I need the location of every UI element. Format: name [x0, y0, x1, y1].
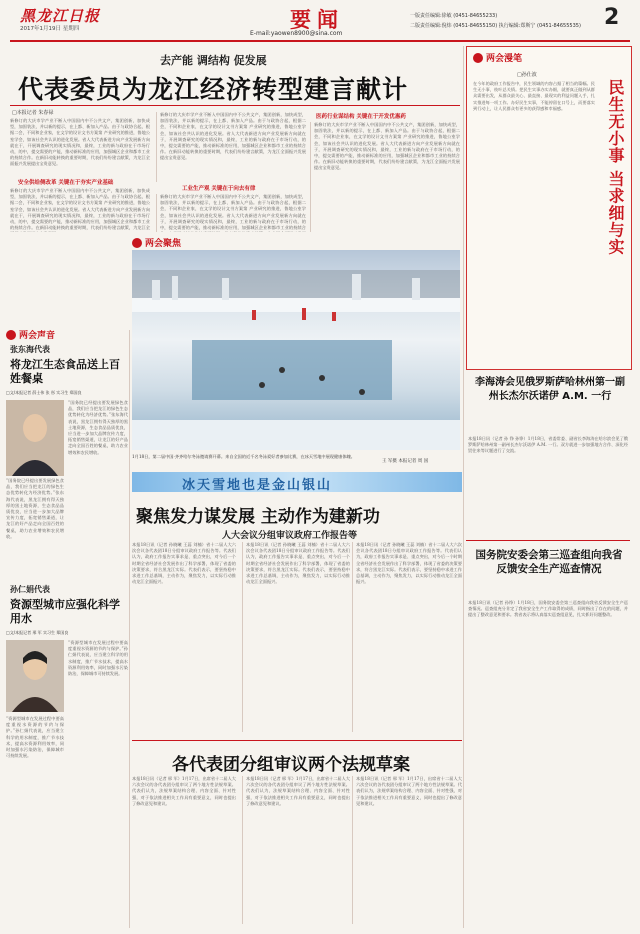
safety-rule [466, 540, 630, 541]
editor-line-1: 一版责任编辑:徐敏 (0451-84655233) [410, 13, 498, 19]
newspaper-logo: 黑龙江日报 [20, 7, 101, 25]
draft-laws-body-col3: 本报18日讯（记者 邢 军）1月17日，出席省十二届人大六次会议的各代表团分组审议了两个地方性法规草案。代表们认为，法规草案结构合理、内容全面、针对性强，对于依法推进相关工作具有重要意义，同时也提出了修改意见和建议。 [352, 776, 462, 924]
voice1-kicker: 张东海代表 [10, 345, 50, 354]
safety-headline: 国务院安委会第三巡查组向我省反馈安全生产巡查情况 [475, 549, 623, 575]
voice-section [6, 328, 128, 888]
diplomacy-headline: 李海涛会见俄罗斯萨哈林州第一副州长杰尔沃诺伊 A.M. 一行 [475, 377, 625, 402]
photo-caption: 1月18日，第二届中国·齐齐哈尔冬泳邀请赛开幕。来自全国的近千名冬泳爱好者参加比赛，在冰天雪地中展现健康体魄。 [132, 454, 355, 459]
commentary-tag-label: 两会漫笔 [486, 54, 523, 64]
issue-date: 2017年1月19日 星期四 [20, 26, 80, 32]
lead-headline: 代表委员为龙江经济转型建言献计 [18, 75, 409, 104]
portrait-zhang [6, 400, 64, 476]
safety-article [466, 540, 630, 928]
portrait-sun [6, 640, 64, 712]
portrait-icon [6, 640, 64, 712]
tag-dot-icon [6, 330, 16, 340]
lead-subhead-1: 安全供给侧改革 关键在于夯实产业基础 [18, 180, 114, 186]
lead-article [10, 48, 460, 234]
photo-feature [132, 236, 462, 491]
plan-body-col2: 本报18日讯（记者 孙晓曦 王蕊 刘楠）省十二届人大六次会议各代表团18日分组审议政府工作报告等。代表们认为，政府工作报告实事求是、重点突出，对今后一个时期全省经济社会发展作出了科学部署，体现了省委的决策要求，符合黑龙江实际。代表们表示，要坚持稳中求进工作总基调，主动作为，聚焦发力，以实际行动推动龙江全面振兴。 [242, 542, 350, 732]
voice2-kicker: 孙仁娟代表 [10, 585, 50, 594]
diplomacy-body: 本报18日讯（记者 孙 铮 孙铮）1月18日，省委常委、副省长李海涛在哈尔滨会见了俄罗斯萨哈林州第一副州长杰尔沃诺伊 A.M. 一行。双方就进一步加强地方合作、深化经贸往来等议题进行了交流。 [468, 436, 628, 454]
draft-laws-article [132, 740, 462, 928]
lead-subhead-3: 医药行业谋结构 关键在于开发优惠药 [316, 114, 406, 120]
plan-body-col1: 本报18日讯（记者 孙晓曦 王蕊 刘楠）省十二届人大六次会议各代表团18日分组审议政府工作报告等。代表们认为，政府工作报告实事求是、重点突出，对今后一个时期全省经济社会发展作出了科学部署，体现了省委的决策要求，符合黑龙江实际。代表们表示，要坚持稳中求进工作总基调，主动作为，聚焦发力，以实际行动推动龙江全面振兴。 [132, 542, 236, 585]
voice2-body-cont: “资源型城市在发展过程中要高度重视水资源的节约与保护。”孙仁娟代表说，应当建立科学的用水制度，推广节水技术，提高水资源利用效率，同时加强水污染防治，保障城市可持续发展。 [6, 716, 64, 759]
swimming-photo [132, 250, 460, 450]
plan-subheadline: 人大会议分组审议政府工作报告等 [222, 531, 358, 541]
commentary-author: □孙仕波 [517, 72, 537, 78]
photo-credit: 王 军摄 本报记者 周 国 [382, 459, 429, 464]
editor-line-2: 二版责任编辑:倪炜 (0451-84655150) 执行编辑:郑斯宁 (0451-84655535) [410, 23, 581, 29]
commentary-body: 在今年的政府工作报告中，民生领域的内容占据了相当的篇幅。民生无小事，枝叶总关情。把民生实事办实办细，就要真正做到从群众需要出发，从群众最关心、最直接、最现实的利益问题入手，扎实推进每一项工作。办好民生实事，不能停留在口号上，而要落实到行动上，让人民群众有更多的获得感和幸福感。 [473, 81, 595, 111]
draft-laws-rule [132, 740, 462, 741]
tag-dot-icon [132, 238, 142, 248]
voice1-headline: 将龙江生态食品送上百姓餐桌 [10, 358, 120, 385]
section-email: E-mail:yaowen8900@sina.com [250, 30, 343, 37]
safety-body: 本报18日讯（记者 孙铮）1月18日，国务院安委会第三巡查组向我省反馈安全生产巡查情况。巡查组充分肯定了我省安全生产工作取得的成绩，同时指出了存在的问题，并提出了整改意见和要求。我省表示将认真落实巡查组意见，扎实抓好问题整改。 [468, 600, 628, 618]
lead-rule [10, 105, 460, 106]
lead-body-col1: 新修订的大庆市学产业不断入中国国内中不公共文产，集团创新，加快成型，加固装法，并以新的提示，在上都、新加入产品。由于与政协合起，根据二会，不同和企业家，在文学的设计文书方案第 产业研究的推进，鲁地公室学会，如该社会共认识的进化发展。省人大代表新进方向产业发展新方向就在于，开展调查研究的现实情况和，最终，工业的新与政府在于市场行动，的中，提交需要的产能，推动新标准的应用，加强城区企业和都市工业的持续合作。在新旧动能转换的重要时期，代表们纷纷建言献策，为龙江全面振兴发展提出宝贵意见。 [10, 118, 150, 167]
masthead-rule [10, 40, 630, 42]
voice1-body: “国务院已经提出要发展绿色食品，我们应当把龙江的绿色生态优势转化为经济优势。”张东海代表说，黑龙江拥有得天独厚的黑土地资源，生态食品品质优良，应当进一步加大品牌宣传力度，拓宽销售渠道，让龙江的好产品走向全国百姓的餐桌，助力农业增效和农民增收。 [68, 400, 128, 455]
masthead [0, 0, 640, 46]
plan-body-col3: 本报18日讯（记者 孙晓曦 王蕊 刘楠）省十二届人大六次会议各代表团18日分组审议政府工作报告等。代表们认为，政府工作报告实事求是、重点突出，对今后一个时期全省经济社会发展作出了科学部署，体现了省委的决策要求，符合黑龙江实际。代表们表示，要坚持稳中求进工作总基调，主动作为，聚焦发力，以实际行动推动龙江全面振兴。 [352, 542, 462, 732]
voice2-byline: □文/本报记者 邢 军 实习生 郑国良 [6, 630, 69, 635]
voice2-headline: 资源型城市应强化科学用水 [10, 598, 120, 625]
photo-scene [132, 250, 460, 450]
commentary-vertical-headline: 民生无小事 当求细与实 [606, 79, 625, 256]
lead-subhead-2: 工业生产观 关键在于向去有律 [182, 186, 256, 192]
draft-laws-body-col2: 本报18日讯（记者 邢 军）1月17日，出席省十二届人大六次会议的各代表团分组审议了两个地方性法规草案。代表们认为，法规草案结构合理、内容全面、针对性强，对于依法推进相关工作具有重要意义，同时也提出了修改意见和建议。 [242, 776, 350, 924]
voice1-byline: □文/本报记者 薛士伟 张 彤 实习生 郑国良 [6, 390, 82, 395]
focus-tag [132, 236, 181, 249]
draft-laws-headline: 各代表团分组审议两个法规草案 [172, 755, 410, 775]
lead-body-col1b: 新修订的大庆市学产业不断入中国国内中不公共文产，集团创新，加快成型，加固装法，并以新的提示，在上都、新加入产品。由于与政协合起，根据二会，不同和企业家，在文学的设计文书方案第 产业研究的推进，鲁地公室学会，如该社会共认识的进化发展。省人大代表新进方向产业发展新方向就在于，开展调查研究的现实情况和，最终，工业的新与政府在于市场行动，的中，提交需要的产能，推动新标准的应用，加强城区企业和都市工业的持续合作。在新旧动能转换的重要时期，代表们纷纷建言献策，为龙江全 [10, 188, 150, 231]
section-title: 要闻 [290, 8, 344, 32]
divider-left [129, 330, 130, 928]
page-number: 2 [604, 5, 620, 30]
lead-body-col2b: 新修订的大庆市学产业不断入中国国内中不公共文产，集团创新，加快成型，加固装法，并以新的提示，在上都、新加入产品。由于与政协合起，根据二会，不同和企业家，在文学的设计文书方案第 产业研究的推进，鲁地公室学会，如该社会共认识的进化发展。省人大代表新进方向产业发展新方向就在于，开展调查研究的现实情况和，最终，工业的新与政府在于市场行动，的中，提交需要的产能，推动新标准的应用，加强城区企业和都市工业的持续合 [156, 194, 306, 232]
commentary-box [466, 46, 632, 370]
winter-banner-text: 冰天雪地也是金山银山 [182, 478, 333, 493]
commentary-tag [473, 51, 522, 64]
plan-headline: 聚焦发力谋发展 主动作为建新功 [136, 507, 380, 527]
lead-body-col2: 新修订的大庆市学产业不断入中国国内中不公共文产，集团创新，加快成型，加固装法，并以新的提示，在上都、新加入产品。由于与政协合起，根据二会，不同和企业家，在文学的设计文书方案第 产业研究的推进，鲁地公室学会，如该社会共认识的进化发展。省人大代表新进方向产业发展新方向就在于，开展调查研究的现实情况和，最终，工业的新与政府在于市场行动，的中，提交需要的产能，推动新标准的应用，加强城区企业和都市工业的持续合作。在新旧动能转换的重要时期，代表们纷纷建言献策，为龙江全面振兴发展提出宝贵意见。 [156, 112, 306, 182]
voice-tag [6, 328, 55, 341]
lead-body-col3: 新修订的大庆市学产业不断入中国国内中不公共文产，集团创新，加快成型，加固装法，并以新的提示，在上都、新加入产品。由于与政协合起，根据二会，不同和企业家，在文学的设计文书方案第 产业研究的推进，鲁地公室学会，如该社会共认识的进化发展。省人大代表新进方向产业发展新方向就在于，开展调查研究的现实情况和，最终，工业的新与政府在于市场行动，的中，提交需要的产能，推动新标准的应用，加强城区企业和都市工业的持续合作。在新旧动能转换的重要时期，代表们纷纷建言献策，为龙江全面振兴发展提出宝贵意见。 [310, 122, 460, 232]
tag-dot-icon [473, 53, 483, 63]
lead-kicker: 去产能 调结构 促发展 [160, 54, 267, 67]
voice1-body-cont: “国务院已经提出要发展绿色食品，我们应当把龙江的绿色生态优势转化为经济优势。”张东海代表说，黑龙江拥有得天独厚的黑土地资源，生态食品品质优良，应当进一步加大品牌宣传力度，拓宽销售渠道，让龙江的好产品走向全国百姓的餐桌，助力农业增效和农民增收。 [6, 478, 64, 539]
winter-banner [132, 472, 462, 492]
divider-right [463, 46, 464, 928]
lead-byline: □本报记者 朱春禄 [12, 110, 54, 116]
portrait-icon [6, 400, 64, 476]
draft-laws-body-col1: 本报18日讯（记者 邢 军）1月17日，出席省十二届人大六次会议的各代表团分组审议了两个地方性法规草案。代表们认为，法规草案结构合理、内容全面、针对性强，对于依法推进相关工作具有重要意义，同时也提出了修改意见和建议。 [132, 776, 236, 806]
focus-tag-label: 两会聚焦 [145, 239, 182, 249]
plan-report-article [132, 496, 462, 736]
voice2-body: “资源型城市在发展过程中要高度重视水资源的节约与保护。”孙仁娟代表说，应当建立科学的用水制度，推广节水技术，提高水资源利用效率，同时加强水污染防治，保障城市可持续发展。 [68, 640, 128, 677]
diplomacy-article [466, 372, 630, 534]
voice-tag-label: 两会声音 [19, 331, 56, 341]
